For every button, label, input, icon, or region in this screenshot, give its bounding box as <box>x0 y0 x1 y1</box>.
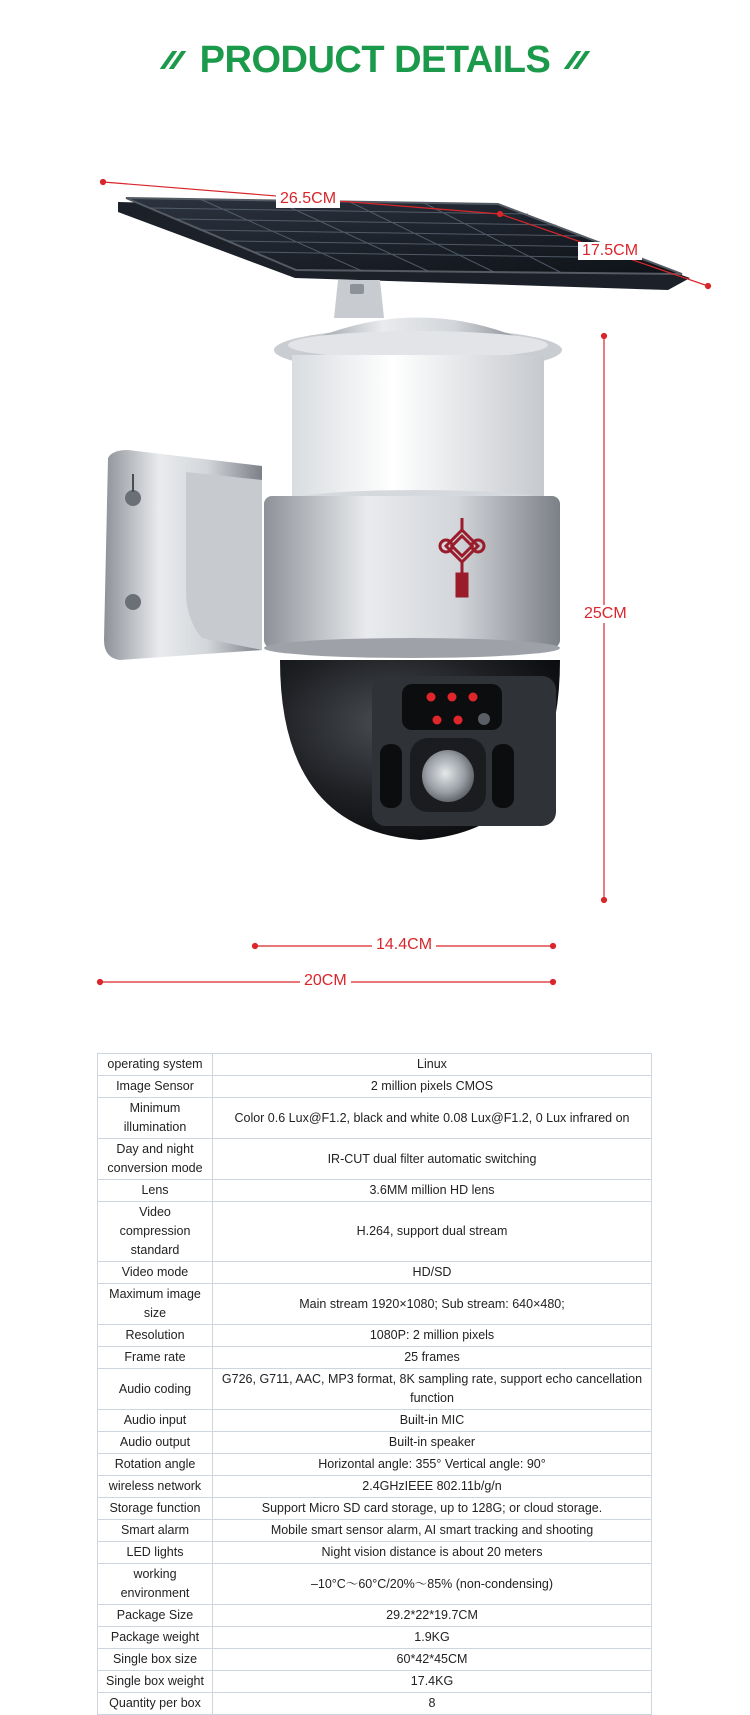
table-row <box>98 1076 652 1098</box>
spec-value: H.264, support dual stream <box>213 1202 652 1262</box>
spec-value: IR-CUT dual filter automatic switching <box>213 1139 652 1180</box>
spec-value: 1.9KG <box>213 1627 652 1649</box>
spec-value: 2.4GHzIEEE 802.11b/g/n <box>213 1476 652 1498</box>
spec-value: 60*42*45CM <box>213 1649 652 1671</box>
table-row <box>98 1542 652 1564</box>
spec-value: G726, G711, AAC, MP3 format, 8K sampling rate, support echo cancellation function <box>213 1369 652 1410</box>
table-row <box>98 1202 652 1262</box>
right-slash-decoration <box>564 51 591 69</box>
spec-value: Support Micro SD card storage, up to 128G; or cloud storage. <box>213 1498 652 1520</box>
spec-value: 25 frames <box>213 1347 652 1369</box>
spec-value: –10°C～60°C/20%～85% (non-condensing) <box>213 1564 652 1605</box>
spec-key: Smart alarm <box>98 1520 213 1542</box>
spec-value: 8 <box>213 1693 652 1715</box>
dimension-head-width: 14.4CM <box>372 936 436 954</box>
spec-key: Frame rate <box>98 1347 213 1369</box>
spec-value: 1080P: 2 million pixels <box>213 1325 652 1347</box>
table-row <box>98 1476 652 1498</box>
spec-key: Video compression standard <box>98 1202 213 1262</box>
spec-key: Package Size <box>98 1605 213 1627</box>
left-slash-decoration <box>159 51 186 69</box>
table-row <box>98 1671 652 1693</box>
table-row <box>98 1054 652 1076</box>
dimension-total-width: 20CM <box>300 972 351 990</box>
table-row <box>98 1347 652 1369</box>
table-row <box>98 1520 652 1542</box>
table-row <box>98 1139 652 1180</box>
spec-key: Lens <box>98 1180 213 1202</box>
spec-key: Resolution <box>98 1325 213 1347</box>
table-row <box>98 1325 652 1347</box>
spec-value: 3.6MM million HD lens <box>213 1180 652 1202</box>
spec-key: Rotation angle <box>98 1454 213 1476</box>
table-row <box>98 1432 652 1454</box>
table-row <box>98 1454 652 1476</box>
spec-value: Built-in MIC <box>213 1410 652 1432</box>
spec-value: Mobile smart sensor alarm, AI smart tracking and shooting <box>213 1520 652 1542</box>
spec-key: Audio coding <box>98 1369 213 1410</box>
spec-key: Minimum illumination <box>98 1098 213 1139</box>
dimension-width-top: 26.5CM <box>276 190 340 208</box>
spec-key: Single box size <box>98 1649 213 1671</box>
dimension-lines <box>0 150 750 1010</box>
spec-key: working environment <box>98 1564 213 1605</box>
spec-key: Day and night conversion mode <box>98 1139 213 1180</box>
spec-value: Main stream 1920×1080; Sub stream: 640×480; <box>213 1284 652 1325</box>
spec-value: Night vision distance is about 20 meters <box>213 1542 652 1564</box>
table-row <box>98 1693 652 1715</box>
spec-value: 2 million pixels CMOS <box>213 1076 652 1098</box>
spec-key: operating system <box>98 1054 213 1076</box>
spec-value: 17.4KG <box>213 1671 652 1693</box>
spec-value: Horizontal angle: 355° Vertical angle: 90° <box>213 1454 652 1476</box>
spec-value: HD/SD <box>213 1262 652 1284</box>
dimension-height: 25CM <box>580 605 631 623</box>
spec-key: Storage function <box>98 1498 213 1520</box>
spec-key: Package weight <box>98 1627 213 1649</box>
table-row <box>98 1649 652 1671</box>
spec-key: wireless network <box>98 1476 213 1498</box>
table-row <box>98 1262 652 1284</box>
spec-key: Video mode <box>98 1262 213 1284</box>
table-row <box>98 1605 652 1627</box>
spec-value: Linux <box>213 1054 652 1076</box>
table-row <box>98 1180 652 1202</box>
spec-table <box>97 1053 652 1715</box>
spec-key: LED lights <box>98 1542 213 1564</box>
spec-key: Audio output <box>98 1432 213 1454</box>
table-row <box>98 1410 652 1432</box>
page-title: PRODUCT DETAILS <box>199 38 551 81</box>
table-row <box>98 1098 652 1139</box>
spec-key: Single box weight <box>98 1671 213 1693</box>
spec-key: Audio input <box>98 1410 213 1432</box>
table-row <box>98 1284 652 1325</box>
spec-key: Maximum image size <box>98 1284 213 1325</box>
dimension-depth: 17.5CM <box>578 242 642 260</box>
spec-value: 29.2*22*19.7CM <box>213 1605 652 1627</box>
spec-key: Image Sensor <box>98 1076 213 1098</box>
page-header <box>0 30 750 90</box>
spec-value: Color 0.6 Lux@F1.2, black and white 0.08 Lux@F1.2, 0 Lux infrared on <box>213 1098 652 1139</box>
product-illustration <box>0 150 750 1010</box>
spec-value: Built-in speaker <box>213 1432 652 1454</box>
table-row <box>98 1369 652 1410</box>
table-row <box>98 1564 652 1605</box>
spec-key: Quantity per box <box>98 1693 213 1715</box>
table-row <box>98 1627 652 1649</box>
table-row <box>98 1498 652 1520</box>
